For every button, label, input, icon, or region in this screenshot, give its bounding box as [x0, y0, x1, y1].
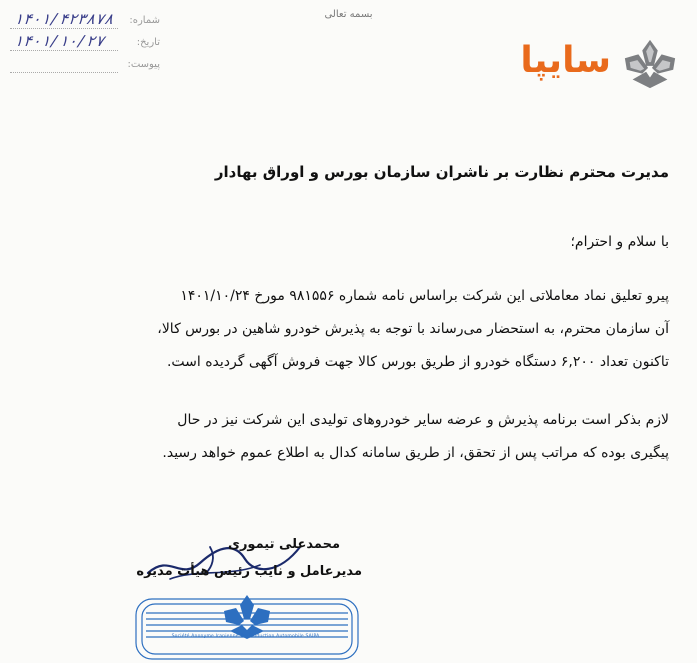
stamp-caption: Société Anonyme Iranienne De Production Automobile SAIPA [171, 634, 320, 639]
greeting-line: با سلام و احترام؛ [570, 234, 669, 250]
saipa-logo-icon [621, 36, 679, 92]
paragraph-1 [29, 280, 669, 379]
paragraph-2-line: لازم بذکر است برنامه پذیرش و عرضه سایر خودروهای تولیدی این شرکت نیز در حال [177, 412, 669, 428]
letter-meta [10, 12, 160, 78]
paragraph-1-line: تاکنون تعداد ۶,۲۰۰ دستگاه خودرو از طریق بورس کالا جهت فروش آگهی گردیده است. [166, 354, 669, 370]
meta-date-row [10, 34, 160, 56]
signature-block [120, 533, 370, 660]
company-stamp [132, 591, 362, 663]
signer-title: مدیرعامل و نایب رئیس هیأت مدیره [136, 564, 362, 579]
meta-attachment-line [10, 72, 118, 73]
company-logo [479, 36, 679, 96]
signer-name: محمدعلی تیموری [228, 537, 340, 552]
meta-date-value: ۱۴۰۱/۱۰/۲۷ [12, 32, 106, 50]
recipient-line: مدیرت محترم نظارت بر ناشران سازمان بورس و اوراق بهادار [214, 163, 669, 181]
meta-attachment-row [10, 56, 160, 78]
meta-number-row [10, 12, 160, 34]
meta-date-label: تاریخ: [136, 37, 160, 48]
meta-number-value: ۱۴۰۱/۴۲۳۸۷۸ [12, 10, 115, 28]
paragraph-1-line: آن سازمان محترم، به استحضار می‌رساند با توجه به پذیرش خودرو شاهین در بورس کالا، [157, 321, 669, 337]
brand-name: سایپا [520, 40, 611, 81]
meta-number-label: شماره: [129, 15, 160, 26]
paragraph-2-line: پیگیری بوده که مراتب پس از تحقق، از طریق سامانه کدال به اطلاع عموم خواهد رسید. [162, 445, 669, 461]
meta-number-line [10, 28, 118, 29]
paragraph-2 [29, 404, 669, 470]
meta-date-line [10, 50, 118, 51]
meta-attachment-label: پیوست: [127, 59, 160, 70]
paragraph-1-line: پیرو تعلیق نماد معاملاتی این شرکت براساس نامه شماره ۹۸۱۵۵۶ مورخ ۱۴۰۱/۱۰/۲۴ [180, 288, 669, 304]
bismillah-heading: بسمه تعالی [324, 9, 373, 20]
